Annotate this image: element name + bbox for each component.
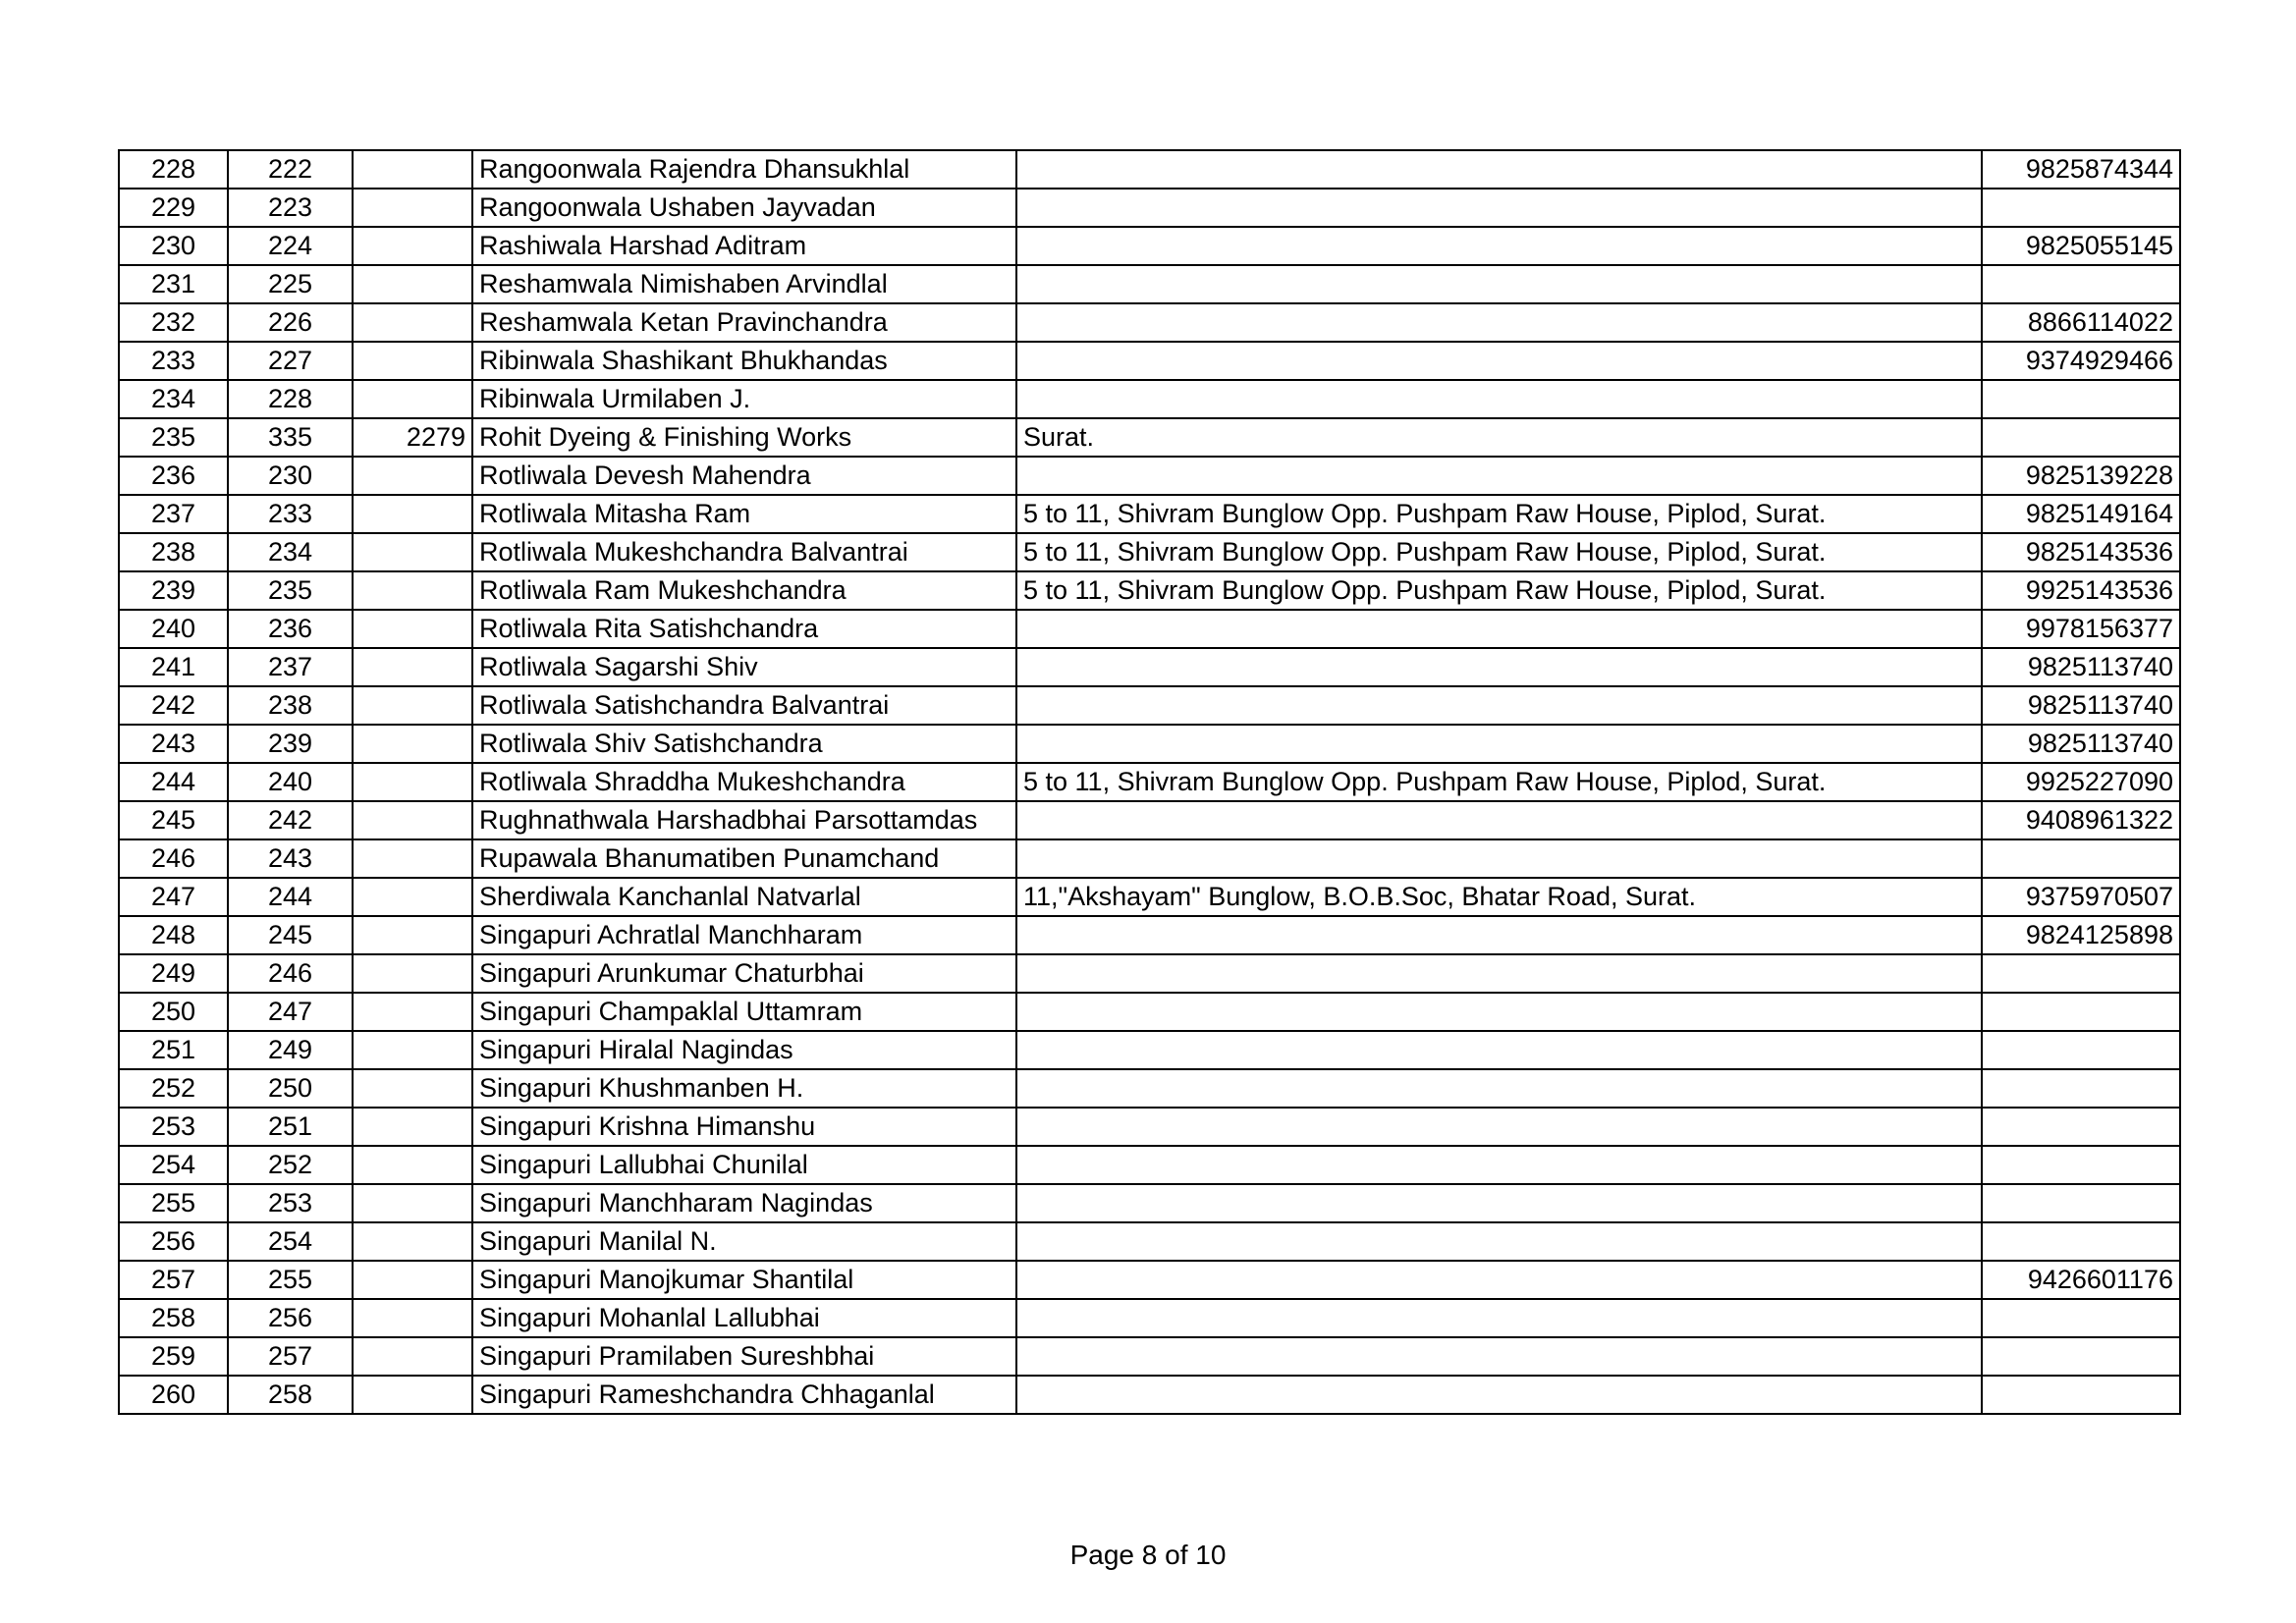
serial-number-cell: 239 xyxy=(119,571,228,610)
phone-cell xyxy=(1982,1184,2180,1222)
phone-cell xyxy=(1982,1222,2180,1261)
serial-number-cell: 230 xyxy=(119,227,228,265)
phone-cell: 9825113740 xyxy=(1982,648,2180,686)
code-cell xyxy=(353,1184,472,1222)
table-row xyxy=(119,839,2180,878)
phone-cell: 9426601176 xyxy=(1982,1261,2180,1299)
serial-number-cell: 247 xyxy=(119,878,228,916)
member-number-cell: 240 xyxy=(228,763,353,801)
serial-number-cell: 258 xyxy=(119,1299,228,1337)
member-table-body xyxy=(119,150,2180,1414)
code-cell xyxy=(353,1146,472,1184)
address-cell xyxy=(1016,1031,1982,1069)
member-number-cell: 226 xyxy=(228,303,353,342)
member-name-cell: Ribinwala Urmilaben J. xyxy=(472,380,1016,418)
serial-number-cell: 237 xyxy=(119,495,228,533)
code-cell xyxy=(353,571,472,610)
address-cell xyxy=(1016,380,1982,418)
member-name-cell: Singapuri Achratlal Manchharam xyxy=(472,916,1016,954)
table-row xyxy=(119,265,2180,303)
serial-number-cell: 246 xyxy=(119,839,228,878)
table-row xyxy=(119,1261,2180,1299)
address-cell xyxy=(1016,1146,1982,1184)
table-row xyxy=(119,954,2180,993)
phone-cell: 9825113740 xyxy=(1982,725,2180,763)
phone-cell: 9825149164 xyxy=(1982,495,2180,533)
serial-number-cell: 250 xyxy=(119,993,228,1031)
member-number-cell: 243 xyxy=(228,839,353,878)
member-name-cell: Ribinwala Shashikant Bhukhandas xyxy=(472,342,1016,380)
serial-number-cell: 238 xyxy=(119,533,228,571)
table-row xyxy=(119,1069,2180,1108)
serial-number-cell: 253 xyxy=(119,1108,228,1146)
code-cell: 2279 xyxy=(353,418,472,457)
phone-cell: 9374929466 xyxy=(1982,342,2180,380)
serial-number-cell: 245 xyxy=(119,801,228,839)
code-cell xyxy=(353,839,472,878)
table-row xyxy=(119,1337,2180,1376)
member-name-cell: Rotliwala Mitasha Ram xyxy=(472,495,1016,533)
address-cell xyxy=(1016,1108,1982,1146)
phone-cell xyxy=(1982,265,2180,303)
member-name-cell: Rotliwala Sagarshi Shiv xyxy=(472,648,1016,686)
member-name-cell: Sherdiwala Kanchanlal Natvarlal xyxy=(472,878,1016,916)
serial-number-cell: 248 xyxy=(119,916,228,954)
serial-number-cell: 259 xyxy=(119,1337,228,1376)
table-row xyxy=(119,342,2180,380)
code-cell xyxy=(353,1222,472,1261)
address-cell xyxy=(1016,1184,1982,1222)
table-row xyxy=(119,189,2180,227)
member-number-cell: 257 xyxy=(228,1337,353,1376)
address-cell xyxy=(1016,801,1982,839)
address-cell xyxy=(1016,725,1982,763)
member-name-cell: Rotliwala Shiv Satishchandra xyxy=(472,725,1016,763)
code-cell xyxy=(353,725,472,763)
code-cell xyxy=(353,150,472,189)
serial-number-cell: 240 xyxy=(119,610,228,648)
table-row xyxy=(119,878,2180,916)
phone-cell: 9978156377 xyxy=(1982,610,2180,648)
member-name-cell: Singapuri Hiralal Nagindas xyxy=(472,1031,1016,1069)
code-cell xyxy=(353,1069,472,1108)
member-name-cell: Rupawala Bhanumatiben Punamchand xyxy=(472,839,1016,878)
phone-cell xyxy=(1982,993,2180,1031)
address-cell xyxy=(1016,342,1982,380)
member-name-cell: Singapuri Manilal N. xyxy=(472,1222,1016,1261)
member-number-cell: 239 xyxy=(228,725,353,763)
serial-number-cell: 236 xyxy=(119,457,228,495)
phone-cell xyxy=(1982,954,2180,993)
member-number-cell: 250 xyxy=(228,1069,353,1108)
code-cell xyxy=(353,1376,472,1414)
address-cell xyxy=(1016,265,1982,303)
code-cell xyxy=(353,1108,472,1146)
table-row xyxy=(119,418,2180,457)
serial-number-cell: 255 xyxy=(119,1184,228,1222)
code-cell xyxy=(353,686,472,725)
code-cell xyxy=(353,1337,472,1376)
member-name-cell: Rotliwala Shraddha Mukeshchandra xyxy=(472,763,1016,801)
serial-number-cell: 229 xyxy=(119,189,228,227)
address-cell xyxy=(1016,686,1982,725)
code-cell xyxy=(353,380,472,418)
serial-number-cell: 242 xyxy=(119,686,228,725)
member-name-cell: Singapuri Manchharam Nagindas xyxy=(472,1184,1016,1222)
phone-cell xyxy=(1982,1376,2180,1414)
table-row xyxy=(119,303,2180,342)
member-name-cell: Rohit Dyeing & Finishing Works xyxy=(472,418,1016,457)
code-cell xyxy=(353,495,472,533)
serial-number-cell: 254 xyxy=(119,1146,228,1184)
serial-number-cell: 228 xyxy=(119,150,228,189)
phone-cell xyxy=(1982,380,2180,418)
page-number: Page 8 of 10 xyxy=(1069,1540,1227,1570)
address-cell xyxy=(1016,1299,1982,1337)
member-number-cell: 254 xyxy=(228,1222,353,1261)
code-cell xyxy=(353,954,472,993)
table-row xyxy=(119,1146,2180,1184)
serial-number-cell: 260 xyxy=(119,1376,228,1414)
member-name-cell: Rotliwala Satishchandra Balvantrai xyxy=(472,686,1016,725)
phone-cell xyxy=(1982,189,2180,227)
table-row xyxy=(119,457,2180,495)
member-name-cell: Rotliwala Devesh Mahendra xyxy=(472,457,1016,495)
table-row xyxy=(119,993,2180,1031)
member-name-cell: Rangoonwala Ushaben Jayvadan xyxy=(472,189,1016,227)
table-row xyxy=(119,916,2180,954)
member-number-cell: 237 xyxy=(228,648,353,686)
member-name-cell: Singapuri Krishna Himanshu xyxy=(472,1108,1016,1146)
address-cell: 5 to 11, Shivram Bunglow Opp. Pushpam Raw House, Piplod, Surat. xyxy=(1016,763,1982,801)
member-list-sheet xyxy=(118,149,2181,1415)
member-number-cell: 256 xyxy=(228,1299,353,1337)
table-row xyxy=(119,227,2180,265)
address-cell xyxy=(1016,1222,1982,1261)
address-cell: 5 to 11, Shivram Bunglow Opp. Pushpam Raw House, Piplod, Surat. xyxy=(1016,533,1982,571)
serial-number-cell: 252 xyxy=(119,1069,228,1108)
address-cell: 11,"Akshayam" Bunglow, B.O.B.Soc, Bhatar Road, Surat. xyxy=(1016,878,1982,916)
address-cell xyxy=(1016,1337,1982,1376)
code-cell xyxy=(353,533,472,571)
address-cell: Surat. xyxy=(1016,418,1982,457)
table-row xyxy=(119,686,2180,725)
member-number-cell: 245 xyxy=(228,916,353,954)
address-cell xyxy=(1016,839,1982,878)
member-name-cell: Singapuri Champaklal Uttamram xyxy=(472,993,1016,1031)
member-number-cell: 233 xyxy=(228,495,353,533)
code-cell xyxy=(353,189,472,227)
serial-number-cell: 241 xyxy=(119,648,228,686)
code-cell xyxy=(353,303,472,342)
code-cell xyxy=(353,1031,472,1069)
member-number-cell: 235 xyxy=(228,571,353,610)
member-name-cell: Singapuri Manojkumar Shantilal xyxy=(472,1261,1016,1299)
table-row xyxy=(119,150,2180,189)
table-row xyxy=(119,1376,2180,1414)
member-name-cell: Rashiwala Harshad Aditram xyxy=(472,227,1016,265)
address-cell xyxy=(1016,303,1982,342)
phone-cell: 9825143536 xyxy=(1982,533,2180,571)
address-cell xyxy=(1016,1069,1982,1108)
table-row xyxy=(119,725,2180,763)
phone-cell: 8866114022 xyxy=(1982,303,2180,342)
phone-cell xyxy=(1982,1031,2180,1069)
address-cell: 5 to 11, Shivram Bunglow Opp. Pushpam Raw House, Piplod, Surat. xyxy=(1016,495,1982,533)
table-row xyxy=(119,495,2180,533)
member-number-cell: 251 xyxy=(228,1108,353,1146)
phone-cell: 9375970507 xyxy=(1982,878,2180,916)
address-cell xyxy=(1016,150,1982,189)
address-cell xyxy=(1016,916,1982,954)
code-cell xyxy=(353,227,472,265)
member-name-cell: Singapuri Mohanlal Lallubhai xyxy=(472,1299,1016,1337)
phone-cell: 9825055145 xyxy=(1982,227,2180,265)
member-name-cell: Singapuri Lallubhai Chunilal xyxy=(472,1146,1016,1184)
table-row xyxy=(119,571,2180,610)
serial-number-cell: 233 xyxy=(119,342,228,380)
table-row xyxy=(119,648,2180,686)
serial-number-cell: 234 xyxy=(119,380,228,418)
member-number-cell: 258 xyxy=(228,1376,353,1414)
table-row xyxy=(119,801,2180,839)
serial-number-cell: 249 xyxy=(119,954,228,993)
phone-cell xyxy=(1982,1299,2180,1337)
table-row xyxy=(119,610,2180,648)
phone-cell: 9824125898 xyxy=(1982,916,2180,954)
code-cell xyxy=(353,916,472,954)
address-cell xyxy=(1016,1376,1982,1414)
phone-cell: 9925143536 xyxy=(1982,571,2180,610)
address-cell: 5 to 11, Shivram Bunglow Opp. Pushpam Raw House, Piplod, Surat. xyxy=(1016,571,1982,610)
code-cell xyxy=(353,648,472,686)
member-name-cell: Singapuri Khushmanben H. xyxy=(472,1069,1016,1108)
address-cell xyxy=(1016,1261,1982,1299)
serial-number-cell: 256 xyxy=(119,1222,228,1261)
member-number-cell: 227 xyxy=(228,342,353,380)
phone-cell: 9825113740 xyxy=(1982,686,2180,725)
member-number-cell: 238 xyxy=(228,686,353,725)
phone-cell xyxy=(1982,1337,2180,1376)
code-cell xyxy=(353,1261,472,1299)
table-row xyxy=(119,1184,2180,1222)
address-cell xyxy=(1016,457,1982,495)
phone-cell: 9825139228 xyxy=(1982,457,2180,495)
member-number-cell: 246 xyxy=(228,954,353,993)
member-name-cell: Rotliwala Ram Mukeshchandra xyxy=(472,571,1016,610)
address-cell xyxy=(1016,648,1982,686)
table-row xyxy=(119,1222,2180,1261)
address-cell xyxy=(1016,610,1982,648)
phone-cell: 9408961322 xyxy=(1982,801,2180,839)
phone-cell xyxy=(1982,1146,2180,1184)
member-name-cell: Reshamwala Ketan Pravinchandra xyxy=(472,303,1016,342)
member-number-cell: 222 xyxy=(228,150,353,189)
member-name-cell: Singapuri Rameshchandra Chhaganlal xyxy=(472,1376,1016,1414)
code-cell xyxy=(353,801,472,839)
phone-cell xyxy=(1982,839,2180,878)
code-cell xyxy=(353,763,472,801)
member-number-cell: 228 xyxy=(228,380,353,418)
table-row xyxy=(119,763,2180,801)
phone-cell xyxy=(1982,1108,2180,1146)
member-number-cell: 234 xyxy=(228,533,353,571)
serial-number-cell: 251 xyxy=(119,1031,228,1069)
table-row xyxy=(119,1108,2180,1146)
member-number-cell: 236 xyxy=(228,610,353,648)
code-cell xyxy=(353,265,472,303)
member-number-cell: 252 xyxy=(228,1146,353,1184)
member-name-cell: Reshamwala Nimishaben Arvindlal xyxy=(472,265,1016,303)
serial-number-cell: 244 xyxy=(119,763,228,801)
member-table xyxy=(118,149,2181,1415)
table-row xyxy=(119,1299,2180,1337)
member-number-cell: 242 xyxy=(228,801,353,839)
table-row xyxy=(119,380,2180,418)
member-name-cell: Rotliwala Mukeshchandra Balvantrai xyxy=(472,533,1016,571)
member-name-cell: Rughnathwala Harshadbhai Parsottamdas xyxy=(472,801,1016,839)
code-cell xyxy=(353,993,472,1031)
member-name-cell: Rangoonwala Rajendra Dhansukhlal xyxy=(472,150,1016,189)
code-cell xyxy=(353,878,472,916)
code-cell xyxy=(353,342,472,380)
member-number-cell: 230 xyxy=(228,457,353,495)
member-name-cell: Singapuri Arunkumar Chaturbhai xyxy=(472,954,1016,993)
phone-cell: 9925227090 xyxy=(1982,763,2180,801)
member-number-cell: 255 xyxy=(228,1261,353,1299)
member-number-cell: 247 xyxy=(228,993,353,1031)
serial-number-cell: 231 xyxy=(119,265,228,303)
member-number-cell: 224 xyxy=(228,227,353,265)
member-number-cell: 223 xyxy=(228,189,353,227)
serial-number-cell: 257 xyxy=(119,1261,228,1299)
member-name-cell: Singapuri Pramilaben Sureshbhai xyxy=(472,1337,1016,1376)
serial-number-cell: 243 xyxy=(119,725,228,763)
member-number-cell: 249 xyxy=(228,1031,353,1069)
code-cell xyxy=(353,1299,472,1337)
serial-number-cell: 232 xyxy=(119,303,228,342)
address-cell xyxy=(1016,189,1982,227)
address-cell xyxy=(1016,954,1982,993)
phone-cell xyxy=(1982,418,2180,457)
member-number-cell: 335 xyxy=(228,418,353,457)
table-row xyxy=(119,1031,2180,1069)
member-name-cell: Rotliwala Rita Satishchandra xyxy=(472,610,1016,648)
address-cell xyxy=(1016,227,1982,265)
phone-cell xyxy=(1982,1069,2180,1108)
member-number-cell: 244 xyxy=(228,878,353,916)
table-row xyxy=(119,533,2180,571)
address-cell xyxy=(1016,993,1982,1031)
member-number-cell: 253 xyxy=(228,1184,353,1222)
serial-number-cell: 235 xyxy=(119,418,228,457)
code-cell xyxy=(353,610,472,648)
code-cell xyxy=(353,457,472,495)
member-number-cell: 225 xyxy=(228,265,353,303)
phone-cell: 9825874344 xyxy=(1982,150,2180,189)
